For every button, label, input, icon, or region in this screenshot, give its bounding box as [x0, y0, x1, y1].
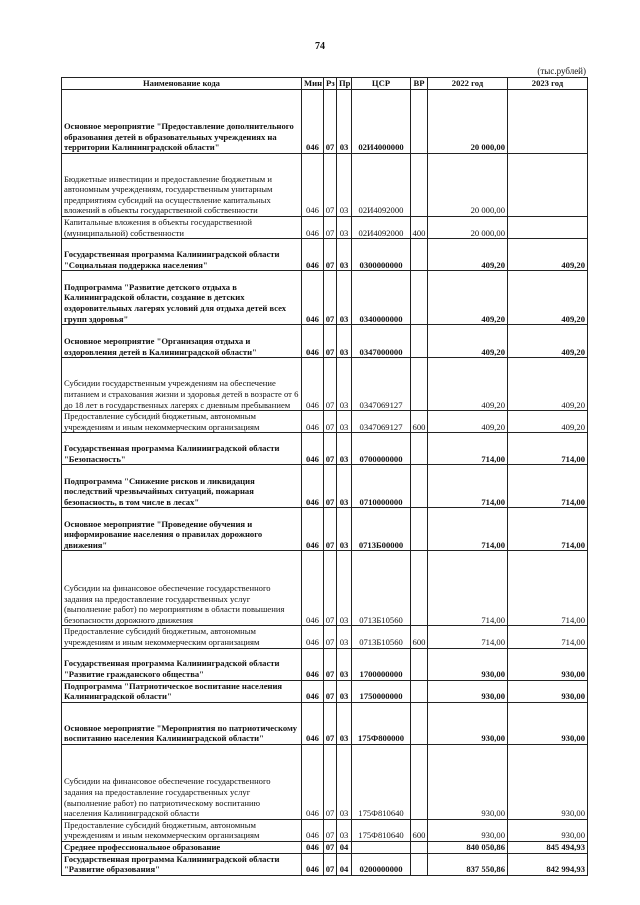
- row-vr: 600: [411, 819, 428, 841]
- row-csr: 0700000000: [352, 433, 411, 465]
- row-min: 046: [302, 551, 324, 626]
- row-vr: [411, 239, 428, 271]
- row-name: Основное мероприятие "Организация отдыха и оздоровления детей в Калининградской области": [62, 325, 302, 358]
- row-csr: 1700000000: [352, 648, 411, 680]
- row-2022: 714,00: [428, 465, 508, 508]
- table-row: [62, 853, 588, 875]
- row-csr: [352, 841, 411, 853]
- row-2022: 930,00: [428, 744, 508, 819]
- header-min: Мин: [302, 78, 324, 90]
- table-row: [62, 239, 588, 271]
- table-row: [62, 154, 588, 217]
- row-pr: 03: [337, 358, 352, 411]
- row-2023: 409,20: [508, 411, 588, 433]
- row-2023: 714,00: [508, 433, 588, 465]
- header-name: Наименование кода: [62, 78, 302, 90]
- budget-table: [61, 77, 588, 876]
- row-csr: 1750000000: [352, 680, 411, 702]
- row-name: Капитальные вложения в объекты государственной (муниципальной) собственности: [62, 217, 302, 239]
- row-min: 046: [302, 648, 324, 680]
- row-vr: [411, 702, 428, 744]
- row-min: 046: [302, 411, 324, 433]
- row-pr: 04: [337, 853, 352, 875]
- row-vr: [411, 271, 428, 325]
- row-vr: [411, 744, 428, 819]
- row-csr: 175Ф800000: [352, 702, 411, 744]
- row-vr: [411, 154, 428, 217]
- row-name: Государственная программа Калининградской области "Социальная поддержка населения": [62, 239, 302, 271]
- row-2023: [508, 217, 588, 239]
- table-row: [62, 841, 588, 853]
- table-row: [62, 325, 588, 358]
- row-pr: 03: [337, 217, 352, 239]
- row-2023: [508, 90, 588, 154]
- row-vr: [411, 551, 428, 626]
- row-rz: 07: [324, 433, 337, 465]
- row-vr: [411, 680, 428, 702]
- row-2023: 930,00: [508, 648, 588, 680]
- row-2023: 930,00: [508, 819, 588, 841]
- row-2023: 714,00: [508, 508, 588, 551]
- row-rz: 07: [324, 217, 337, 239]
- row-rz: 07: [324, 702, 337, 744]
- row-vr: 600: [411, 411, 428, 433]
- row-pr: 03: [337, 239, 352, 271]
- header-vr: ВР: [411, 78, 428, 90]
- row-min: 046: [302, 154, 324, 217]
- row-vr: [411, 325, 428, 358]
- table-row: [62, 411, 588, 433]
- row-name: Предоставление субсидий бюджетным, автономным учреждениям и иным некоммерческим организациям: [62, 819, 302, 841]
- row-min: 046: [302, 853, 324, 875]
- row-pr: 03: [337, 154, 352, 217]
- row-pr: 03: [337, 433, 352, 465]
- row-csr: 0713Б00000: [352, 508, 411, 551]
- table-body: [62, 90, 588, 876]
- row-name: Бюджетные инвестиции и предоставление бюджетным и автономным учреждениям, государственным унитарным предприятиям субсидий на осуществление капитальных вложений в объекты государственной собственности: [62, 154, 302, 217]
- row-2023: 409,20: [508, 358, 588, 411]
- row-min: 046: [302, 841, 324, 853]
- row-csr: 0713Б10560: [352, 551, 411, 626]
- row-pr: 04: [337, 841, 352, 853]
- row-vr: [411, 465, 428, 508]
- page-number: 74: [315, 41, 325, 52]
- row-2023: 409,20: [508, 325, 588, 358]
- row-csr: 02И4092000: [352, 154, 411, 217]
- row-csr: 0347000000: [352, 325, 411, 358]
- row-2022: 714,00: [428, 551, 508, 626]
- table-row: [62, 90, 588, 154]
- row-pr: 03: [337, 648, 352, 680]
- row-name: Предоставление субсидий бюджетным, автономным учреждениям и иным некоммерческим организациям: [62, 411, 302, 433]
- row-name: Подпрограмма "Патриотическое воспитание населения Калининградской области": [62, 680, 302, 702]
- header-rz: Рз: [324, 78, 337, 90]
- row-2022: 409,20: [428, 271, 508, 325]
- row-min: 046: [302, 433, 324, 465]
- row-name: Государственная программа Калининградской области "Развитие гражданского общества": [62, 648, 302, 680]
- row-name: Среднее профессиональное образование: [62, 841, 302, 853]
- row-rz: 07: [324, 551, 337, 626]
- row-rz: 07: [324, 841, 337, 853]
- row-vr: [411, 508, 428, 551]
- row-vr: [411, 358, 428, 411]
- header-2022: 2022 год: [428, 78, 508, 90]
- row-min: 046: [302, 680, 324, 702]
- row-name: Подпрограмма "Развитие детского отдыха в Калининградской области, создание в детских оздоровительных лагерях условий для отдыха детей всех групп здоровья": [62, 271, 302, 325]
- row-2023: [508, 154, 588, 217]
- row-pr: 03: [337, 702, 352, 744]
- row-2022: 840 050,86: [428, 841, 508, 853]
- table-row: [62, 465, 588, 508]
- table-row: [62, 648, 588, 680]
- row-vr: [411, 90, 428, 154]
- row-2022: 409,20: [428, 411, 508, 433]
- row-rz: 07: [324, 819, 337, 841]
- row-csr: 02И4000000: [352, 90, 411, 154]
- row-2022: 409,20: [428, 239, 508, 271]
- row-vr: 600: [411, 626, 428, 648]
- table-row: [62, 271, 588, 325]
- row-min: 046: [302, 465, 324, 508]
- table-row: [62, 702, 588, 744]
- row-vr: [411, 433, 428, 465]
- row-2023: 845 494,93: [508, 841, 588, 853]
- row-min: 046: [302, 626, 324, 648]
- row-rz: 07: [324, 508, 337, 551]
- row-csr: 0347069127: [352, 411, 411, 433]
- row-2023: 409,20: [508, 271, 588, 325]
- table-row: [62, 626, 588, 648]
- row-2023: 714,00: [508, 551, 588, 626]
- row-rz: 07: [324, 626, 337, 648]
- table-header-row: [62, 78, 588, 90]
- row-name: Субсидии на финансовое обеспечение государственного задания на предоставление государственных услуг (выполнение работ) по мероприятиям в области повышения безопасности дорожного движения: [62, 551, 302, 626]
- row-rz: 07: [324, 853, 337, 875]
- row-pr: 03: [337, 508, 352, 551]
- row-2022: 20 000,00: [428, 90, 508, 154]
- row-name: Предоставление субсидий бюджетным, автономным учреждениям и иным некоммерческим организациям: [62, 626, 302, 648]
- row-pr: 03: [337, 626, 352, 648]
- row-2023: 930,00: [508, 744, 588, 819]
- row-rz: 07: [324, 465, 337, 508]
- row-2022: 930,00: [428, 680, 508, 702]
- row-pr: 03: [337, 90, 352, 154]
- row-csr: 0340000000: [352, 271, 411, 325]
- row-2022: 930,00: [428, 819, 508, 841]
- row-2022: 409,20: [428, 325, 508, 358]
- row-2023: 714,00: [508, 465, 588, 508]
- row-name: Основное мероприятие "Проведение обучения и информирование населения о правилах дорожного движения": [62, 508, 302, 551]
- row-min: 046: [302, 508, 324, 551]
- row-2023: 409,20: [508, 239, 588, 271]
- row-pr: 03: [337, 680, 352, 702]
- row-name: Основное мероприятие "Предоставление дополнительного образования детей в образовательных учреждениях на территории Калининградской области": [62, 90, 302, 154]
- row-min: 046: [302, 239, 324, 271]
- table-row: [62, 217, 588, 239]
- row-min: 046: [302, 325, 324, 358]
- row-2022: 930,00: [428, 702, 508, 744]
- row-2022: 837 550,86: [428, 853, 508, 875]
- row-rz: 07: [324, 154, 337, 217]
- row-pr: 03: [337, 819, 352, 841]
- row-name: Основное мероприятие "Мероприятия по патриотическому воспитанию населения Калининградской области": [62, 702, 302, 744]
- row-2022: 714,00: [428, 433, 508, 465]
- row-pr: 03: [337, 411, 352, 433]
- row-name: Подпрограмма "Снижение рисков и ликвидация последствий чрезвычайных ситуаций, пожарная безопасность, в том числе в лесах": [62, 465, 302, 508]
- table-row: [62, 744, 588, 819]
- table-row: [62, 551, 588, 626]
- row-vr: [411, 841, 428, 853]
- row-pr: 03: [337, 551, 352, 626]
- table-row: [62, 433, 588, 465]
- row-2022: 930,00: [428, 648, 508, 680]
- row-2023: 842 994,93: [508, 853, 588, 875]
- table-row: [62, 819, 588, 841]
- row-rz: 07: [324, 680, 337, 702]
- row-rz: 07: [324, 325, 337, 358]
- header-csr: ЦСР: [352, 78, 411, 90]
- row-vr: [411, 648, 428, 680]
- row-csr: 0200000000: [352, 853, 411, 875]
- row-min: 046: [302, 271, 324, 325]
- row-min: 046: [302, 217, 324, 239]
- row-min: 046: [302, 90, 324, 154]
- row-rz: 07: [324, 411, 337, 433]
- header-2023: 2023 год: [508, 78, 588, 90]
- row-csr: 0710000000: [352, 465, 411, 508]
- row-rz: 07: [324, 744, 337, 819]
- row-rz: 07: [324, 648, 337, 680]
- row-csr: 175Ф810640: [352, 819, 411, 841]
- header-pr: Пр: [337, 78, 352, 90]
- row-name: Субсидии государственным учреждениям на обеспечение питанием и страхования жизни и здоровья детей в возрасте от 6 до 18 лет в государственных лагерях с дневным пребыванием: [62, 358, 302, 411]
- row-csr: 02И4092000: [352, 217, 411, 239]
- row-2023: 930,00: [508, 702, 588, 744]
- row-2023: 714,00: [508, 626, 588, 648]
- row-pr: 03: [337, 325, 352, 358]
- row-min: 046: [302, 744, 324, 819]
- row-2023: 930,00: [508, 680, 588, 702]
- row-pr: 03: [337, 744, 352, 819]
- row-name: Государственная программа Калининградской области "Развитие образования": [62, 853, 302, 875]
- row-min: 046: [302, 358, 324, 411]
- row-rz: 07: [324, 239, 337, 271]
- row-name: Субсидии на финансовое обеспечение государственного задания на предоставление государственных услуг (выполнение работ) по патриотическому воспитанию населения Калининградской области: [62, 744, 302, 819]
- row-vr: [411, 853, 428, 875]
- row-csr: 0347069127: [352, 358, 411, 411]
- row-min: 046: [302, 702, 324, 744]
- units-label: (тыс.рублей): [537, 66, 586, 76]
- table-row: [62, 680, 588, 702]
- row-min: 046: [302, 819, 324, 841]
- row-csr: 0300000000: [352, 239, 411, 271]
- row-2022: 20 000,00: [428, 217, 508, 239]
- row-pr: 03: [337, 465, 352, 508]
- row-pr: 03: [337, 271, 352, 325]
- table-row: [62, 358, 588, 411]
- table-row: [62, 508, 588, 551]
- row-rz: 07: [324, 358, 337, 411]
- row-csr: 175Ф810640: [352, 744, 411, 819]
- row-vr: 400: [411, 217, 428, 239]
- row-name: Государственная программа Калининградской области "Безопасность": [62, 433, 302, 465]
- row-rz: 07: [324, 90, 337, 154]
- row-2022: 20 000,00: [428, 154, 508, 217]
- row-rz: 07: [324, 271, 337, 325]
- row-csr: 0713Б10560: [352, 626, 411, 648]
- row-2022: 714,00: [428, 626, 508, 648]
- row-2022: 714,00: [428, 508, 508, 551]
- row-2022: 409,20: [428, 358, 508, 411]
